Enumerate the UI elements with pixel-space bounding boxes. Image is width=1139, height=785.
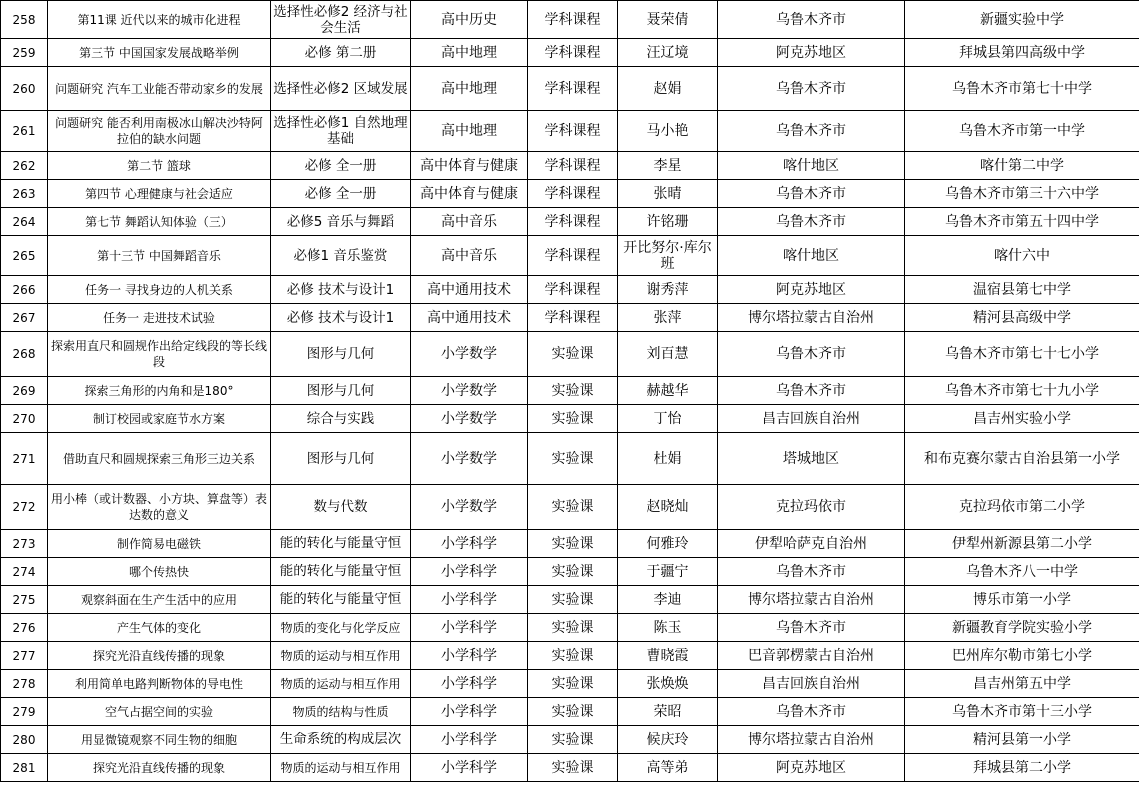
row-number: 278: [1, 670, 48, 698]
course-type: 学科课程: [528, 111, 618, 152]
course-type: 实验课: [528, 558, 618, 586]
textbook-module: 物质的运动与相互作用: [271, 670, 411, 698]
table-body: [1, 1, 1139, 782]
region: 阿克苏地区: [718, 276, 905, 304]
row-number: 277: [1, 642, 48, 670]
teacher-name: 聂荣倩: [618, 1, 718, 39]
subject: 小学科学: [411, 642, 528, 670]
textbook-module-text: 能的转化与能量守恒: [279, 536, 402, 551]
textbook-module: 图形与几何: [271, 377, 411, 405]
teacher-name: 汪辽境: [618, 39, 718, 67]
row-number: 262: [1, 152, 48, 180]
row-number: 263: [1, 180, 48, 208]
course-type: 学科课程: [528, 67, 618, 111]
school-name: 乌鲁木齐市第五十四中学: [905, 208, 1139, 236]
region: 乌鲁木齐市: [718, 208, 905, 236]
course-type: 实验课: [528, 530, 618, 558]
subject: 小学科学: [411, 754, 528, 782]
table-row: [1, 1, 1139, 39]
textbook-module-text: 生命系统的构成层次: [279, 732, 402, 747]
row-number: 258: [1, 1, 48, 39]
region: 乌鲁木齐市: [718, 377, 905, 405]
lesson-title: 观察斜面在生产生活中的应用: [48, 586, 271, 614]
course-type: 学科课程: [528, 1, 618, 39]
course-type: 实验课: [528, 642, 618, 670]
lesson-title: 探究光沿直线传播的现象: [48, 754, 271, 782]
subject: 高中通用技术: [411, 304, 528, 332]
textbook-module: 必修 全一册: [271, 180, 411, 208]
row-number: 271: [1, 433, 48, 485]
lesson-title: 哪个传热快: [48, 558, 271, 586]
textbook-module-text: 能的转化与能量守恒: [279, 564, 402, 579]
textbook-module-text: 能的转化与能量守恒: [279, 592, 402, 607]
row-number: 264: [1, 208, 48, 236]
course-type: 实验课: [528, 586, 618, 614]
textbook-module: 选择性必修2 区域发展: [271, 67, 411, 111]
subject: 高中地理: [411, 39, 528, 67]
teacher-name: 李迪: [618, 586, 718, 614]
textbook-module: 必修 全一册: [271, 152, 411, 180]
course-type: 实验课: [528, 670, 618, 698]
table-row: [1, 208, 1139, 236]
table-row: [1, 152, 1139, 180]
textbook-module: 综合与实践: [271, 405, 411, 433]
row-number: 273: [1, 530, 48, 558]
lesson-title: 用小棒（或计数器、小方块、算盘等）表达数的意义: [48, 485, 271, 530]
teacher-name: 杜娟: [618, 433, 718, 485]
school-name: 乌鲁木齐市第七十中学: [905, 67, 1139, 111]
lesson-title: 第二节 篮球: [48, 152, 271, 180]
subject: 小学数学: [411, 332, 528, 377]
textbook-module: 必修 技术与设计1: [271, 304, 411, 332]
table-row: [1, 485, 1139, 530]
school-name: 新疆教育学院实验小学: [905, 614, 1139, 642]
school-name: 温宿县第七中学: [905, 276, 1139, 304]
teacher-name: 赵娟: [618, 67, 718, 111]
school-name: 伊犁州新源县第二小学: [905, 530, 1139, 558]
course-type: 学科课程: [528, 39, 618, 67]
region: 乌鲁木齐市: [718, 698, 905, 726]
subject: 小学数学: [411, 433, 528, 485]
row-number: 275: [1, 586, 48, 614]
lesson-title: 探索用直尺和圆规作出给定线段的等长线段: [48, 332, 271, 377]
course-type: 学科课程: [528, 276, 618, 304]
lesson-title: 第11课 近代以来的城市化进程: [48, 1, 271, 39]
region: 乌鲁木齐市: [718, 111, 905, 152]
row-number: 281: [1, 754, 48, 782]
subject: 小学科学: [411, 558, 528, 586]
lesson-title: 任务一 走进技术试验: [48, 304, 271, 332]
table-row: [1, 276, 1139, 304]
region: 阿克苏地区: [718, 39, 905, 67]
region: 阿克苏地区: [718, 754, 905, 782]
course-type: 学科课程: [528, 152, 618, 180]
teacher-name: 谢秀萍: [618, 276, 718, 304]
teacher-name: 候庆玲: [618, 726, 718, 754]
lesson-title: 制作简易电磁铁: [48, 530, 271, 558]
region: 昌吉回族自治州: [718, 405, 905, 433]
lesson-title: 制订校园或家庭节水方案: [48, 405, 271, 433]
textbook-module: 选择性必修2 经济与社会生活: [271, 1, 411, 39]
school-name: 巴州库尔勒市第七小学: [905, 642, 1139, 670]
textbook-module: 图形与几何: [271, 433, 411, 485]
school-name: 喀什六中: [905, 236, 1139, 276]
teacher-name: 李星: [618, 152, 718, 180]
table-row: [1, 405, 1139, 433]
region: 乌鲁木齐市: [718, 332, 905, 377]
teacher-name: 张晴: [618, 180, 718, 208]
table-row: [1, 67, 1139, 111]
teacher-name: 马小艳: [618, 111, 718, 152]
subject: 高中音乐: [411, 236, 528, 276]
course-type: 学科课程: [528, 236, 618, 276]
region: 乌鲁木齐市: [718, 180, 905, 208]
school-name: 精河县第一小学: [905, 726, 1139, 754]
row-number: 268: [1, 332, 48, 377]
course-type: 学科课程: [528, 304, 618, 332]
school-name: 博乐市第一小学: [905, 586, 1139, 614]
textbook-module: 必修1 音乐鉴赏: [271, 236, 411, 276]
table-row: [1, 332, 1139, 377]
school-name: 乌鲁木齐市第七十九小学: [905, 377, 1139, 405]
textbook-module: [271, 558, 411, 586]
table-row: [1, 377, 1139, 405]
table-row: [1, 433, 1139, 485]
teacher-name: 陈玉: [618, 614, 718, 642]
row-number: 267: [1, 304, 48, 332]
course-type: 实验课: [528, 405, 618, 433]
region: 塔城地区: [718, 433, 905, 485]
school-name: 新疆实验中学: [905, 1, 1139, 39]
subject: 小学科学: [411, 586, 528, 614]
course-type: 学科课程: [528, 180, 618, 208]
table-row: [1, 530, 1139, 558]
table-row: [1, 304, 1139, 332]
textbook-module: [271, 726, 411, 754]
table-row: [1, 698, 1139, 726]
teacher-name: 曹晓霞: [618, 642, 718, 670]
school-name: 乌鲁木齐市第三十六中学: [905, 180, 1139, 208]
textbook-module: 必修5 音乐与舞蹈: [271, 208, 411, 236]
textbook-module: [271, 586, 411, 614]
lesson-title: 利用简单电路判断物体的导电性: [48, 670, 271, 698]
lesson-title: 第十三节 中国舞蹈音乐: [48, 236, 271, 276]
school-name: 拜城县第二小学: [905, 754, 1139, 782]
school-name: 昌吉州第五中学: [905, 670, 1139, 698]
school-name: 和布克赛尔蒙古自治县第一小学: [905, 433, 1139, 485]
table-row: [1, 111, 1139, 152]
teacher-name: 何雅玲: [618, 530, 718, 558]
region: 乌鲁木齐市: [718, 1, 905, 39]
row-number: 270: [1, 405, 48, 433]
subject: 小学数学: [411, 485, 528, 530]
table-row: [1, 586, 1139, 614]
lesson-title: 空气占据空间的实验: [48, 698, 271, 726]
region: 喀什地区: [718, 152, 905, 180]
row-number: 279: [1, 698, 48, 726]
table-row: [1, 558, 1139, 586]
subject: 小学科学: [411, 726, 528, 754]
course-type: 实验课: [528, 614, 618, 642]
subject: 高中地理: [411, 67, 528, 111]
subject: 高中历史: [411, 1, 528, 39]
row-number: 265: [1, 236, 48, 276]
lesson-title: 产生气体的变化: [48, 614, 271, 642]
course-type: 实验课: [528, 726, 618, 754]
textbook-module: 物质的运动与相互作用: [271, 642, 411, 670]
textbook-module: 图形与几何: [271, 332, 411, 377]
region: 乌鲁木齐市: [718, 614, 905, 642]
row-number: 272: [1, 485, 48, 530]
subject: 小学科学: [411, 670, 528, 698]
row-number: 274: [1, 558, 48, 586]
school-name: 乌鲁木齐八一中学: [905, 558, 1139, 586]
school-name: 克拉玛依市第二小学: [905, 485, 1139, 530]
textbook-module: [271, 530, 411, 558]
lesson-title: 第七节 舞蹈认知体验（三）: [48, 208, 271, 236]
course-type: 实验课: [528, 377, 618, 405]
course-type: 实验课: [528, 332, 618, 377]
lesson-title: 用显微镜观察不同生物的细胞: [48, 726, 271, 754]
textbook-module: 必修 技术与设计1: [271, 276, 411, 304]
teacher-name: 丁怡: [618, 405, 718, 433]
course-type: 实验课: [528, 698, 618, 726]
row-number: 260: [1, 67, 48, 111]
teacher-name: 赫越华: [618, 377, 718, 405]
subject: 小学科学: [411, 530, 528, 558]
row-number: 259: [1, 39, 48, 67]
teacher-name: 开比努尔·库尔班: [618, 236, 718, 276]
subject: 高中体育与健康: [411, 152, 528, 180]
region: 克拉玛依市: [718, 485, 905, 530]
region: 伊犁哈萨克自治州: [718, 530, 905, 558]
table-row: [1, 670, 1139, 698]
lesson-title: 探索三角形的内角和是180°: [48, 377, 271, 405]
lesson-title: 问题研究 能否利用南极冰山解决沙特阿拉伯的缺水问题: [48, 111, 271, 152]
row-number: 280: [1, 726, 48, 754]
textbook-module: 必修 第二册: [271, 39, 411, 67]
table-row: [1, 642, 1139, 670]
subject: 高中音乐: [411, 208, 528, 236]
teacher-name: 刘百慧: [618, 332, 718, 377]
subject: 高中通用技术: [411, 276, 528, 304]
region: 博尔塔拉蒙古自治州: [718, 726, 905, 754]
school-name: 喀什第二中学: [905, 152, 1139, 180]
row-number: 269: [1, 377, 48, 405]
region: 博尔塔拉蒙古自治州: [718, 586, 905, 614]
row-number: 266: [1, 276, 48, 304]
lesson-title: 任务一 寻找身边的人机关系: [48, 276, 271, 304]
subject: 小学科学: [411, 698, 528, 726]
region: 昌吉回族自治州: [718, 670, 905, 698]
school-name: 乌鲁木齐市第一中学: [905, 111, 1139, 152]
school-name: 乌鲁木齐市第十三小学: [905, 698, 1139, 726]
teacher-name: 张萍: [618, 304, 718, 332]
region: 巴音郭楞蒙古自治州: [718, 642, 905, 670]
table-row: [1, 39, 1139, 67]
lesson-title: 探究光沿直线传播的现象: [48, 642, 271, 670]
textbook-module: 物质的变化与化学反应: [271, 614, 411, 642]
table-row: [1, 236, 1139, 276]
subject: 小学数学: [411, 377, 528, 405]
lesson-title: 借助直尺和圆规探索三角形三边关系: [48, 433, 271, 485]
teacher-name: 张焕焕: [618, 670, 718, 698]
textbook-module: 物质的运动与相互作用: [271, 754, 411, 782]
course-type: 实验课: [528, 433, 618, 485]
teacher-name: 许铭珊: [618, 208, 718, 236]
teacher-name: 高等弟: [618, 754, 718, 782]
school-name: 拜城县第四高级中学: [905, 39, 1139, 67]
region: 乌鲁木齐市: [718, 558, 905, 586]
textbook-module: 选择性必修1 自然地理基础: [271, 111, 411, 152]
textbook-module: 物质的结构与性质: [271, 698, 411, 726]
row-number: 261: [1, 111, 48, 152]
subject: 小学科学: [411, 614, 528, 642]
lesson-title: 第三节 中国国家发展战略举例: [48, 39, 271, 67]
lesson-title: 问题研究 汽车工业能否带动家乡的发展: [48, 67, 271, 111]
row-number: 276: [1, 614, 48, 642]
school-name: 乌鲁木齐市第七十七小学: [905, 332, 1139, 377]
table-row: [1, 180, 1139, 208]
subject: 高中地理: [411, 111, 528, 152]
region: 乌鲁木齐市: [718, 67, 905, 111]
course-type: 学科课程: [528, 208, 618, 236]
teacher-name: 于疆宁: [618, 558, 718, 586]
table-row: [1, 726, 1139, 754]
region: 喀什地区: [718, 236, 905, 276]
region: 博尔塔拉蒙古自治州: [718, 304, 905, 332]
school-name: 精河县高级中学: [905, 304, 1139, 332]
subject: 高中体育与健康: [411, 180, 528, 208]
subject: 小学数学: [411, 405, 528, 433]
table-row: [1, 754, 1139, 782]
teacher-name: 荣昭: [618, 698, 718, 726]
teacher-name: 赵晓灿: [618, 485, 718, 530]
school-name: 昌吉州实验小学: [905, 405, 1139, 433]
lesson-title: 第四节 心理健康与社会适应: [48, 180, 271, 208]
course-type: 实验课: [528, 485, 618, 530]
textbook-module: 数与代数: [271, 485, 411, 530]
table-row: [1, 614, 1139, 642]
course-type: 实验课: [528, 754, 618, 782]
